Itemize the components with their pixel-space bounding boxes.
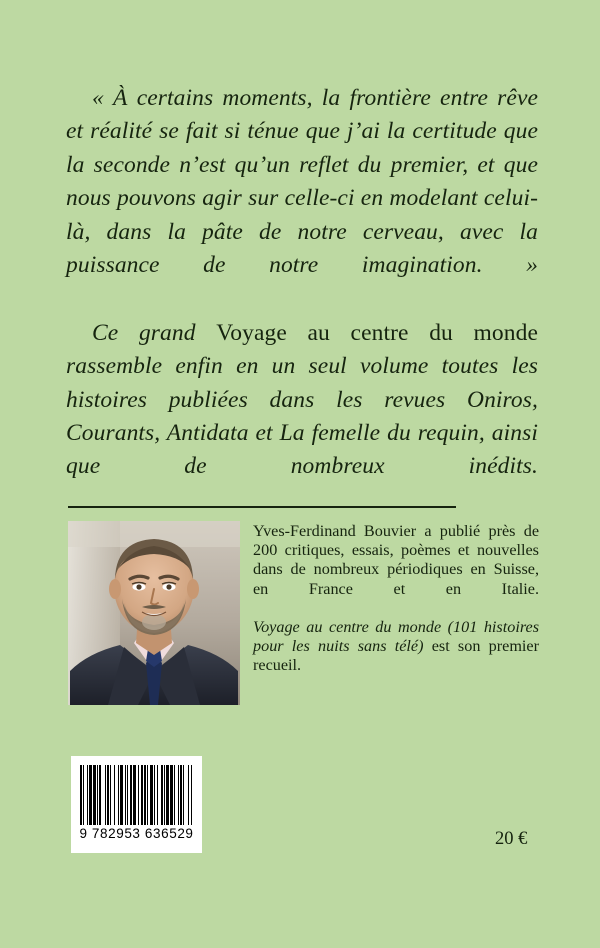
description-paragraph (66, 317, 538, 517)
horizontal-divider (68, 506, 456, 508)
author-photo (68, 521, 240, 705)
blurb-block (66, 82, 538, 517)
author-portrait-image (68, 521, 240, 705)
price-label: 20 € (495, 829, 528, 849)
barcode-digits: 9 782953 636529 (79, 826, 194, 841)
book-title-inline: Voyage au centre du monde (216, 319, 538, 346)
isbn-barcode (71, 756, 202, 853)
author-bio-block (253, 522, 539, 695)
bio-paragraph-1: Yves-Ferdinand Bouvier a publié près de 200 critiques, essais, poèmes et nouvelles dans de nombreux périodiques en Suisse, en France et en Italie. (253, 522, 539, 598)
description-rest: rassemble enfin en un seul volume toutes les histoires publiées dans les revues Oniros, Courants, Antidata et La femelle du requin, ainsi que de nombreux inédits. (66, 353, 538, 480)
bio-paragraph-2 (253, 618, 539, 695)
barcode-bars (80, 765, 193, 825)
bio-book-title: Voyage au centre du monde (101 histoires pour les nuits sans télé) (253, 618, 539, 656)
barcode-bar (192, 765, 193, 825)
quote-paragraph: « À certains moments, la frontière entre rêve et réalité se fait si ténue que j’ai la certitude que la seconde n’est qu’un reflet du premier, et que nous pouvons agir sur celle-ci en modelant celui-là, dans la pâte de notre cerveau, avec la puissance de notre imagination. » (66, 85, 538, 279)
description-lead: Ce grand (92, 319, 217, 346)
bio-paragraph-2-rest: est son premier recueil. (253, 637, 539, 675)
